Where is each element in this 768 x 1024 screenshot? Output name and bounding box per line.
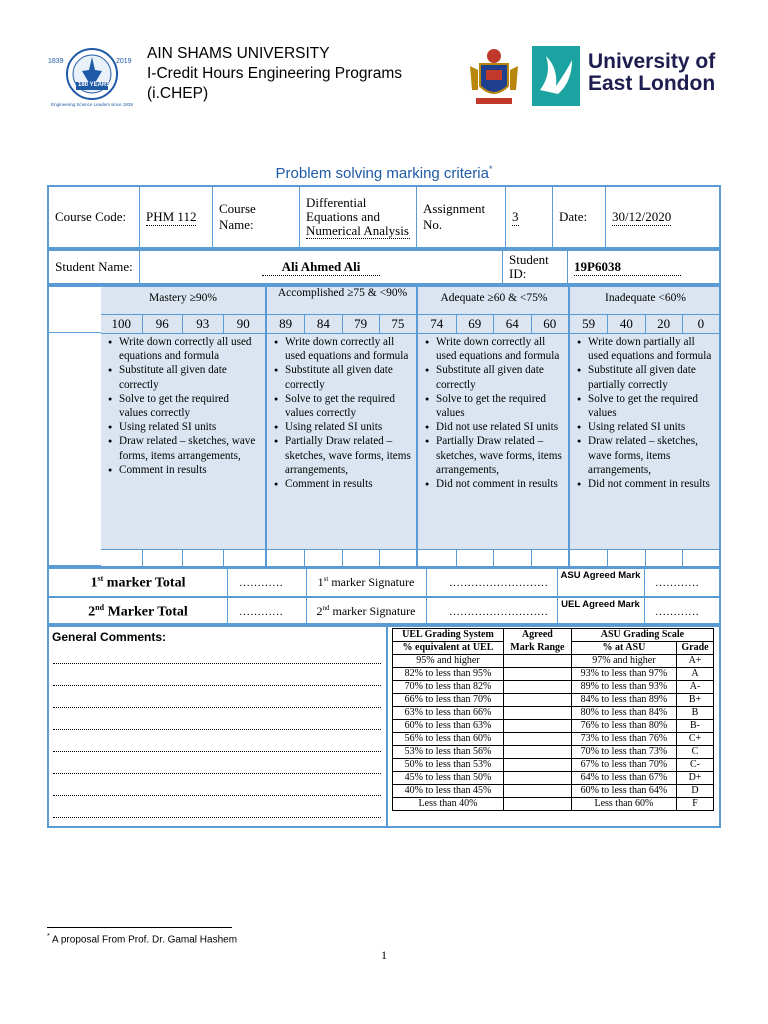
score-cell[interactable]: 84 [304, 315, 341, 333]
grading-cell-uel: 63% to less than 66% [393, 707, 504, 720]
grading-cell-uel: 45% to less than 50% [393, 772, 504, 785]
grading-cell-grade: B [677, 707, 714, 720]
grading-sub-agreed: Mark Range [503, 642, 571, 655]
grading-cell-asu: 84% to less than 89% [571, 694, 676, 707]
score-cell[interactable]: 69 [456, 315, 494, 333]
grading-row [393, 746, 714, 759]
grading-cell-grade: D+ [677, 772, 714, 785]
grading-cell-asu: 97% and higher [571, 655, 676, 668]
second-marker-signature-label: 2nd marker Signature [316, 604, 416, 618]
grading-sub-uel: % equivalent at UEL [393, 642, 504, 655]
first-marker-signature-value[interactable]: ……………………… [449, 577, 548, 589]
score-cell[interactable]: 0 [682, 315, 719, 333]
grading-cell-uel: 40% to less than 45% [393, 785, 504, 798]
criterion-item: ● Solve to get the required values [588, 392, 715, 420]
grading-cell-grade: D [677, 785, 714, 798]
grading-cell-agreed[interactable] [503, 746, 571, 759]
assignment-value: 3 [512, 208, 519, 224]
level-column [101, 287, 265, 565]
grading-scale-table [392, 628, 714, 811]
grading-cell-agreed[interactable] [503, 772, 571, 785]
grading-cell-agreed[interactable] [503, 720, 571, 733]
grading-cell-agreed[interactable] [503, 681, 571, 694]
grading-cell-asu: 76% to less than 80% [571, 720, 676, 733]
second-marker-total-label: 2nd Marker Total [88, 603, 188, 620]
grading-row [393, 772, 714, 785]
student-info-table [47, 249, 721, 285]
grading-cell-uel: 70% to less than 82% [393, 681, 504, 694]
first-marker-signature-label: 1st marker Signature [317, 575, 415, 589]
student-id-value: 19P6038 [574, 259, 681, 276]
grading-row [393, 733, 714, 746]
grading-row [393, 759, 714, 772]
grading-col-asu: ASU Grading Scale [571, 629, 713, 642]
uel-logo-line1: University of [588, 50, 716, 73]
grading-cell-grade: C- [677, 759, 714, 772]
criterion-item: ● Write down correctly all used equations and formula [285, 335, 412, 363]
grading-cell-grade: C+ [677, 733, 714, 746]
general-comments-label: General Comments: [52, 630, 167, 644]
criterion-item: ● Substitute all given date partially correctly [588, 363, 715, 391]
page-number: 1 [381, 948, 387, 962]
level-column [416, 287, 568, 565]
level-header: Inadequate <60% [605, 292, 686, 304]
grading-cell-uel: Less than 40% [393, 798, 504, 811]
grading-cell-grade: A [677, 668, 714, 681]
asu-agreed-mark-value[interactable]: ………… [655, 577, 699, 589]
grading-cell-agreed[interactable] [503, 655, 571, 668]
grading-cell-grade: B- [677, 720, 714, 733]
criterion-item: ● Draw related – sketches, wave forms, items arrangements, [588, 434, 715, 477]
uel-bird-logo [532, 46, 580, 106]
course-name-label: Course Name: [213, 186, 300, 248]
grading-cell-asu: 64% to less than 67% [571, 772, 676, 785]
logo-year-right: 2019 [116, 58, 132, 65]
score-cell[interactable]: 40 [607, 315, 644, 333]
student-id-label: Student ID: [503, 250, 568, 284]
criterion-item: ● Substitute all given date correctly [285, 363, 412, 391]
grading-cell-asu: 70% to less than 73% [571, 746, 676, 759]
mark-entry-row[interactable] [418, 549, 568, 566]
level-header: Accomplished ≥75 & <90% [277, 287, 408, 299]
grading-cell-agreed[interactable] [503, 668, 571, 681]
criterion-item: ● Using related SI units [285, 420, 412, 434]
criterion-item: ● Did not use related SI units [436, 420, 564, 434]
mark-entry-row[interactable] [570, 549, 719, 566]
course-name-value: Differential Equations and Numerical Analysis [306, 194, 409, 238]
grading-row [393, 798, 714, 811]
criterion-item: ● Using related SI units [588, 420, 715, 434]
asu-agreed-mark-label: ASU Agreed Mark [560, 570, 641, 581]
grading-row [393, 655, 714, 668]
criterion-item: ● Did not comment in results [588, 477, 715, 491]
criterion-item: ● Solve to get the required values [436, 392, 564, 420]
grading-cell-grade: C [677, 746, 714, 759]
criterion-item: ● Solve to get the required values correctly [285, 392, 412, 420]
criterion-item: ● Solve to get the required values correctly [119, 392, 259, 420]
grading-cell-grade: F [677, 798, 714, 811]
logo-badge: 180 YEARS [78, 82, 111, 88]
level-column [568, 287, 719, 565]
grading-cell-asu: 80% to less than 84% [571, 707, 676, 720]
grading-cell-asu: 73% to less than 76% [571, 733, 676, 746]
course-info-table [47, 185, 721, 249]
grading-row [393, 720, 714, 733]
first-marker-total-label: 1st marker Total [90, 574, 186, 591]
criterion-item: ● Write down partially all used equations and formula [588, 335, 715, 363]
uel-agreed-mark-value[interactable]: ………… [655, 606, 699, 618]
grading-cell-uel: 66% to less than 70% [393, 694, 504, 707]
grading-cell-uel: 50% to less than 53% [393, 759, 504, 772]
grading-row [393, 694, 714, 707]
grading-row [393, 668, 714, 681]
page-title: Problem solving marking criteria* [275, 164, 493, 182]
assignment-label: Assignment No. [417, 186, 506, 248]
grading-cell-agreed[interactable] [503, 798, 571, 811]
criterion-item: ● Draw related – sketches, wave forms, items arrangements, [119, 434, 259, 462]
score-cell[interactable]: 90 [223, 315, 264, 333]
grading-cell-agreed[interactable] [503, 759, 571, 772]
grading-sub-grade: Grade [677, 642, 714, 655]
uel-logo-line2: East London [588, 72, 716, 95]
grading-col-uel: UEL Grading System [393, 629, 504, 642]
program-abbr: (i.CHEP) [147, 85, 209, 102]
grading-cell-asu: 93% to less than 97% [571, 668, 676, 681]
logo-year-left: 1839 [48, 58, 64, 65]
criterion-item: ● Comment in results [119, 463, 259, 477]
level-header: Adequate ≥60 & <75% [440, 292, 548, 304]
criterion-item: ● Substitute all given date correctly [119, 363, 259, 391]
student-name-value: Ali Ahmed Ali [262, 259, 381, 276]
grading-col-agreed: Agreed [503, 629, 571, 642]
level-column [265, 287, 416, 565]
criteria-list [271, 335, 412, 491]
uel-agreed-mark-label: UEL Agreed Mark [561, 599, 640, 610]
mark-entry-row[interactable] [267, 549, 416, 566]
second-marker-total-value[interactable]: ………… [239, 606, 283, 618]
grading-row [393, 681, 714, 694]
score-cell[interactable]: 64 [493, 315, 531, 333]
score-cell[interactable]: 59 [582, 316, 596, 331]
grading-row [393, 707, 714, 720]
grading-cell-grade: A+ [677, 655, 714, 668]
criterion-item: ● Did not comment in results [436, 477, 564, 491]
score-cell[interactable]: 75 [379, 315, 416, 333]
score-cell[interactable]: 60 [531, 315, 569, 333]
criteria-list [574, 335, 715, 491]
program-name: I-Credit Hours Engineering Programs [147, 65, 402, 82]
grading-cell-asu: 67% to less than 70% [571, 759, 676, 772]
grading-row [393, 785, 714, 798]
grading-cell-uel: 82% to less than 95% [393, 668, 504, 681]
footnote-rule [47, 927, 232, 928]
criteria-list [105, 335, 259, 477]
grading-cell-uel: 60% to less than 63% [393, 720, 504, 733]
grading-cell-asu: 89% to less than 93% [571, 681, 676, 694]
mark-entry-row[interactable] [101, 549, 265, 566]
grading-cell-agreed[interactable] [503, 733, 571, 746]
criterion-item: ● Partially Draw related – sketches, wave forms, items arrangements, [436, 434, 564, 477]
score-cell[interactable]: 89 [279, 316, 293, 331]
asu-logo [48, 44, 136, 116]
score-cell[interactable]: 20 [645, 315, 682, 333]
student-name-label: Student Name: [48, 250, 140, 284]
course-code-value: PHM 112 [146, 208, 197, 224]
first-marker-total-value[interactable]: ………… [239, 577, 283, 589]
grading-cell-uel: 95% and higher [393, 655, 504, 668]
score-cell[interactable]: 93 [182, 315, 223, 333]
score-cell[interactable]: 100 [111, 316, 131, 331]
date-value: 30/12/2020 [612, 208, 672, 224]
criterion-item: ● Comment in results [285, 477, 412, 491]
criterion-item: ● Partially Draw related – sketches, wave forms, items arrangements, [285, 434, 412, 477]
grading-cell-grade: B+ [677, 694, 714, 707]
footnote: * A proposal From Prof. Dr. Gamal Hashem [47, 933, 238, 946]
grading-cell-asu: Less than 60% [571, 798, 676, 811]
rubric-grid [47, 285, 721, 567]
grading-cell-agreed[interactable] [503, 785, 571, 798]
uel-crest-logo [466, 46, 522, 110]
grading-cell-grade: A- [677, 681, 714, 694]
grading-cell-asu: 60% to less than 64% [571, 785, 676, 798]
grading-cell-agreed[interactable] [503, 694, 571, 707]
criteria-list [422, 335, 564, 491]
score-cell[interactable]: 79 [342, 315, 379, 333]
grading-cell-agreed[interactable] [503, 707, 571, 720]
logo-tagline: Engineering Science Leaders since 1839 [51, 102, 133, 107]
criterion-item: ● Write down correctly all used equations and formula [119, 335, 259, 363]
score-cell[interactable]: 96 [142, 315, 183, 333]
grading-sub-asu: % at ASU [571, 642, 676, 655]
criterion-item: ● Using related SI units [119, 420, 259, 434]
course-code-label: Course Code: [48, 186, 140, 248]
university-name: AIN SHAMS UNIVERSITY [147, 45, 330, 62]
grading-cell-uel: 53% to less than 56% [393, 746, 504, 759]
second-marker-signature-value[interactable]: ……………………… [449, 606, 548, 618]
date-label: Date: [553, 186, 606, 248]
level-header: Mastery ≥90% [149, 292, 217, 304]
score-cell[interactable]: 74 [430, 316, 444, 331]
criterion-item: ● Write down correctly all used equations and formula [436, 335, 564, 363]
criterion-item: ● Substitute all given date correctly [436, 363, 564, 391]
grading-cell-uel: 56% to less than 60% [393, 733, 504, 746]
markers-section [47, 567, 721, 625]
